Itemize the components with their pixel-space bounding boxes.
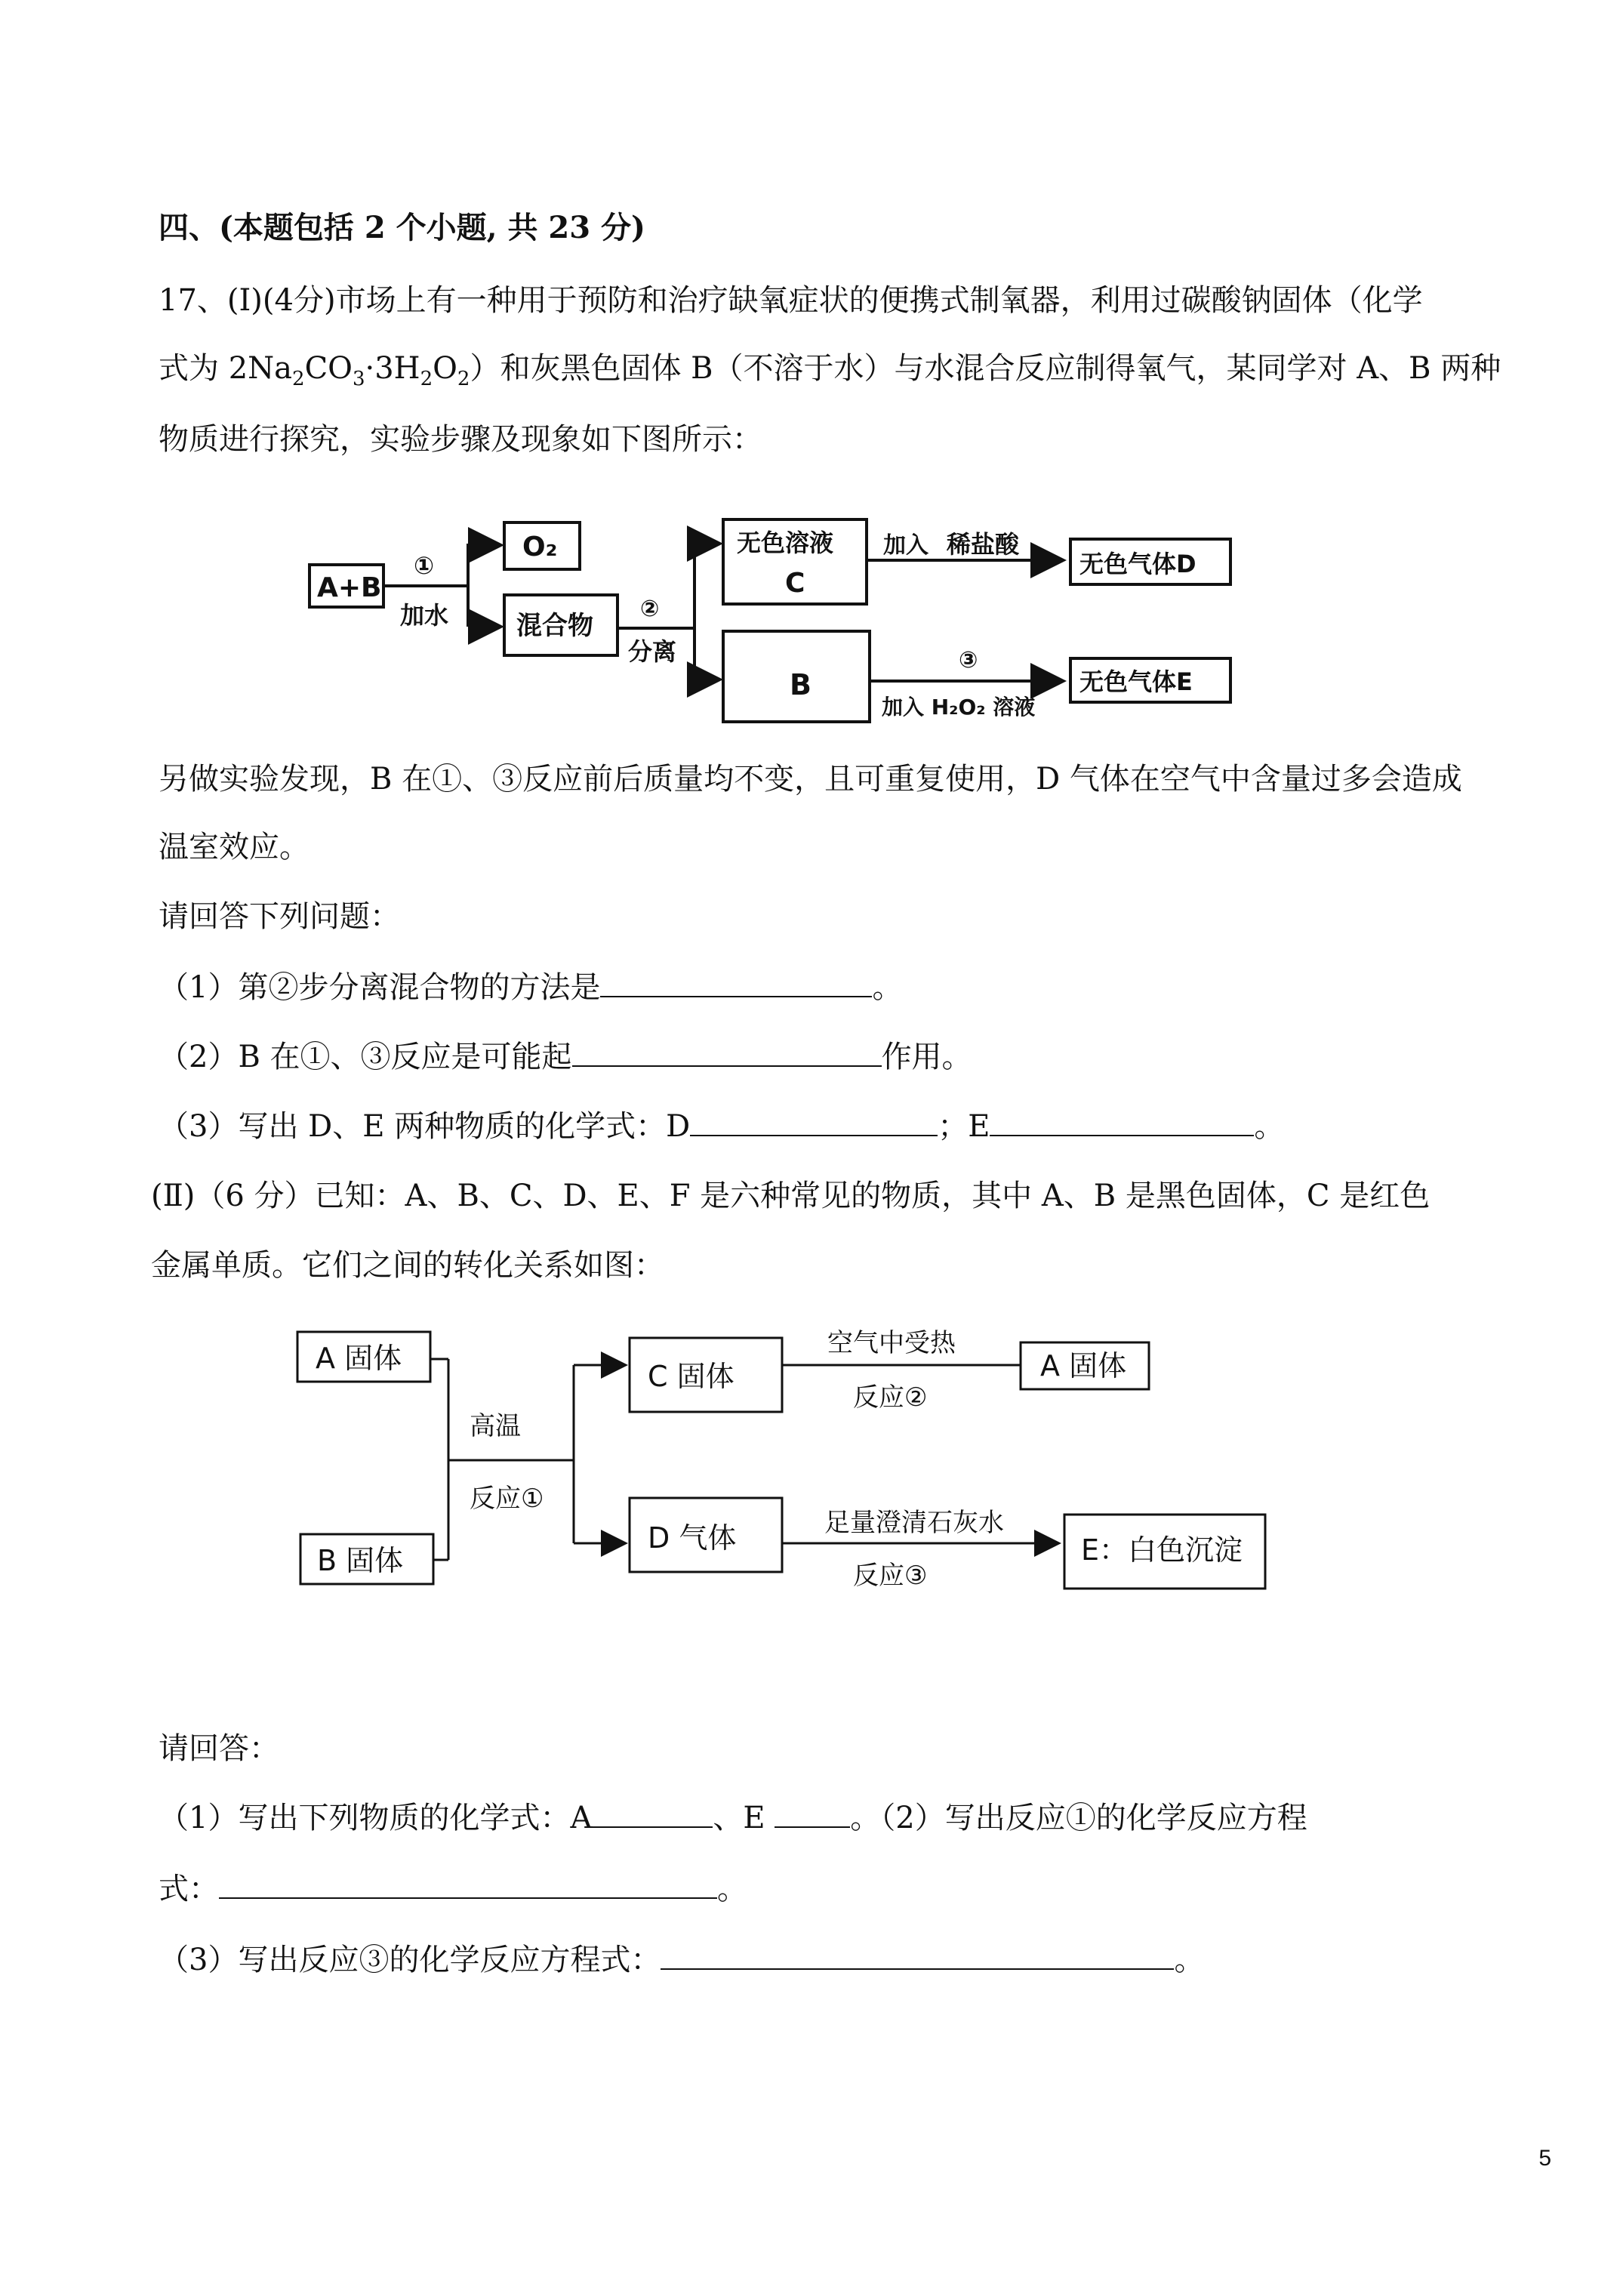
q17-part2-q2-cont: 式： 。: [159, 1872, 747, 1906]
q17-part1-line1: 17、(Ⅰ)(4分)市场上有一种用于预防和治疗缺氧症状的便携式制氧器，利用过碳酸钠固体（化学: [159, 283, 1423, 318]
d-gas-label: D 气体: [648, 1521, 737, 1555]
q17-part1-q3: （3）写出 D、E 两种物质的化学式：D ；E 。: [159, 1109, 1285, 1144]
answer-blank[interactable]: [219, 1870, 717, 1899]
c-solid-label: C 固体: [648, 1360, 735, 1393]
b-box-label: B: [790, 668, 812, 701]
solution-c-letter: C: [785, 568, 805, 599]
step1-label: ①: [414, 551, 435, 580]
step2-label: ②: [640, 596, 660, 622]
a-solid-label: A 固体: [316, 1342, 402, 1375]
solution-label: 无色溶液: [737, 529, 834, 557]
reaction2-label: 反应②: [853, 1382, 928, 1413]
heat-air-label: 空气中受热: [827, 1328, 956, 1358]
page-number: 5: [1538, 2146, 1551, 2171]
q17-part2-prompt: 请回答：: [159, 1731, 279, 1766]
q17-part2-line2: 金属单质。它们之间的转化关系如图：: [151, 1248, 664, 1283]
reaction1-label: 反应①: [470, 1484, 544, 1514]
ab-label: A+B: [317, 572, 382, 603]
answer-blank[interactable]: [661, 1941, 1174, 1970]
answer-blank[interactable]: [592, 1799, 713, 1828]
add-hcl-label-b: 稀盐酸: [947, 530, 1020, 559]
q17-part1-q2: （2）B 在①、③反应是可能起 作用。: [159, 1040, 972, 1074]
q17-part2-q3: （3）写出反应③的化学反应方程式： 。: [159, 1943, 1205, 1977]
a-solid-label-2: A 固体: [1040, 1349, 1127, 1382]
gas-d-label: 无色气体D: [1079, 550, 1196, 578]
q17-part1-line2: 式为 $2Na_2CO_3\cdot 3H_2O_2$）和灰黑色固体 B（不溶于水）与水混合反应制得氧气，某同学对 A、B 两种: [159, 351, 1501, 390]
add-water-label: 加水: [400, 601, 449, 630]
q17-part2-line1: (Ⅱ)（6 分）已知：A、B、C、D、E、F 是六种常见的物质，其中 A、B 是黑色固体，C 是红色: [151, 1179, 1431, 1213]
e-precipitate-label: E：白色沉淀: [1081, 1533, 1243, 1567]
mixture-label: 混合物: [516, 611, 593, 641]
step3-label: ③: [959, 647, 978, 673]
q17-part1-q1: （1）第②步分离混合物的方法是 。: [159, 970, 903, 1005]
b-solid-label: B 固体: [317, 1544, 404, 1577]
reaction3-label: 反应③: [853, 1561, 928, 1591]
q17-part1-after1: 另做实验发现，B 在①、③反应前后质量均不变，且可重复使用，D 气体在空气中含量过多会造成: [159, 762, 1462, 797]
answer-blank[interactable]: [775, 1799, 850, 1828]
q17-part1-prompt: 请回答下列问题：: [159, 899, 400, 934]
q17-part1-line3: 物质进行探究，实验步骤及现象如下图所示：: [159, 422, 762, 457]
add-h2o2-label: 加入 H₂O₂ 溶液: [882, 695, 1036, 720]
gas-e-label: 无色气体E: [1079, 667, 1193, 696]
o2-label: O₂: [522, 532, 558, 562]
add-hcl-label-a: 加入: [883, 532, 929, 559]
q17-part2-q1: （1）写出下列物质的化学式：A 、E 。（2）写出反应①的化学反应方程: [159, 1801, 1307, 1835]
limewater-label: 足量澄清石灰水: [824, 1508, 1004, 1538]
high-temp-label: 高温: [470, 1411, 521, 1441]
separate-label: 分离: [628, 637, 677, 666]
section-heading: 四、(本题包括 2 个小题, 共 23 分): [159, 210, 645, 245]
q17-part1-after2: 温室效应。: [159, 830, 310, 864]
